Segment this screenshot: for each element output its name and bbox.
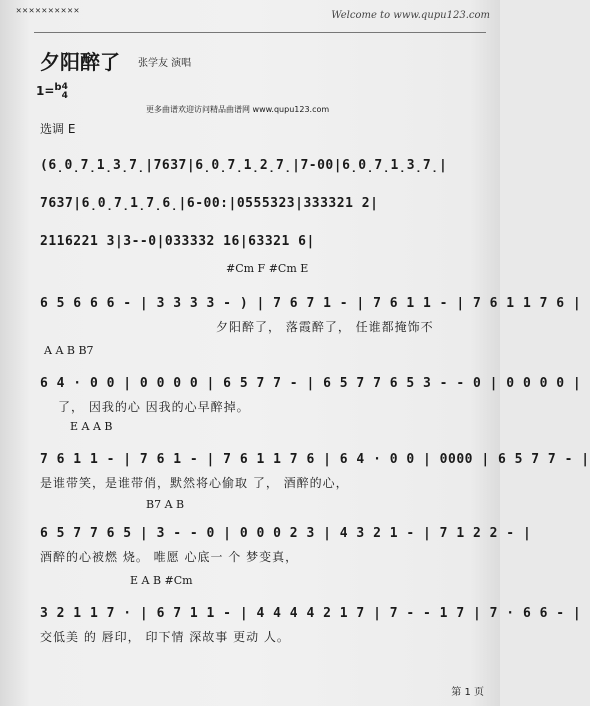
select-key: 选调 E bbox=[40, 122, 76, 136]
key-signature bbox=[36, 82, 68, 101]
row-1-notes: (6̣0̣7̣1̣3̣7̣|7637|6̣0̣7̣1̣2̣7̣|7-00|6̣0̣7̣1̣3̣7̣| bbox=[40, 158, 448, 173]
row-3-notes: 2116221 3|3--0|033332 16|63321 6| bbox=[40, 234, 315, 249]
time-top: 4 bbox=[61, 81, 68, 92]
row-6-lyrics: 是谁带笑，是谁带俏，默然将心偷取 了， 酒醉的心， bbox=[40, 476, 349, 490]
key-prefix: 1= bbox=[36, 84, 55, 98]
key-flat: b bbox=[54, 82, 62, 93]
row-6-chords: B7 A B bbox=[146, 498, 185, 511]
row-5-lyrics: 了， 因我的心 因我的心早醉掉。 bbox=[58, 400, 250, 414]
header-divider bbox=[34, 32, 486, 33]
row-4-lyrics: 夕阳醉了， 落霞醉了， 任谁都掩饰不 bbox=[216, 320, 434, 334]
row-2-notes: 7637|6̣0̣7̣1̣7̣6̣|6-00:|0555323|333321 2| bbox=[40, 196, 379, 211]
row-4-chords: A A B B7 bbox=[44, 344, 94, 357]
row-8-lyrics: 交低美 的 唇印， 印下情 深故事 更动 人。 bbox=[40, 630, 290, 644]
row-3-chords: #Cm F #Cm E bbox=[226, 262, 309, 275]
row-6-notes: 7 6 1 1 - | 7 6 1 - | 7 6 1 1 7 6 | 6 4 · 0 0 | 0000 | 6 5 7 7 - | bbox=[40, 452, 590, 467]
time-signature bbox=[62, 83, 68, 101]
time-bottom: 4 bbox=[61, 90, 68, 101]
page-number: 第 1 页 bbox=[451, 687, 484, 698]
song-credit: 张学友 演唱 bbox=[138, 58, 192, 69]
header-decoration: ✕✕✕✕✕✕✕✕✕✕ bbox=[16, 6, 81, 16]
song-title: 夕阳醉了 bbox=[40, 50, 120, 74]
row-8-notes: 3 2 1 1 7 · | 6 7 1 1 - | 4 4 4 4 2 1 7 | 7 - - 1 7 | 7 · 6 6 - | bbox=[40, 606, 582, 621]
row-5-chords: E A A B bbox=[70, 420, 113, 433]
row-7-lyrics: 酒醉的心被燃 烧。 唯愿 心底一 个 梦变真， bbox=[40, 550, 299, 564]
row-7-notes: 6 5 7 7 6 5 | 3 - - 0 | 0 0 0 2 3 | 4 3 2 1 - | 7 1 2 2 - | bbox=[40, 526, 532, 541]
welcome-watermark: Welcome to www.qupu123.com bbox=[331, 10, 490, 21]
row-4-notes: 6 5 6 6 6 - | 3 3 3 3 - ) | 7 6 7 1 - | 7 6 1 1 - | 7 6 1 1 7 6 | bbox=[40, 296, 582, 311]
row-7-chords: E A B #Cm bbox=[130, 574, 193, 587]
promo-text: 更多曲谱欢迎访问精品曲谱网 www.qupu123.com bbox=[146, 105, 330, 114]
row-5-notes: 6 4 · 0 0 | 0 0 0 0 | 6 5 7 7 - | 6 5 7 7 6 5 3 - - 0 | 0 0 0 0 | bbox=[40, 376, 582, 391]
